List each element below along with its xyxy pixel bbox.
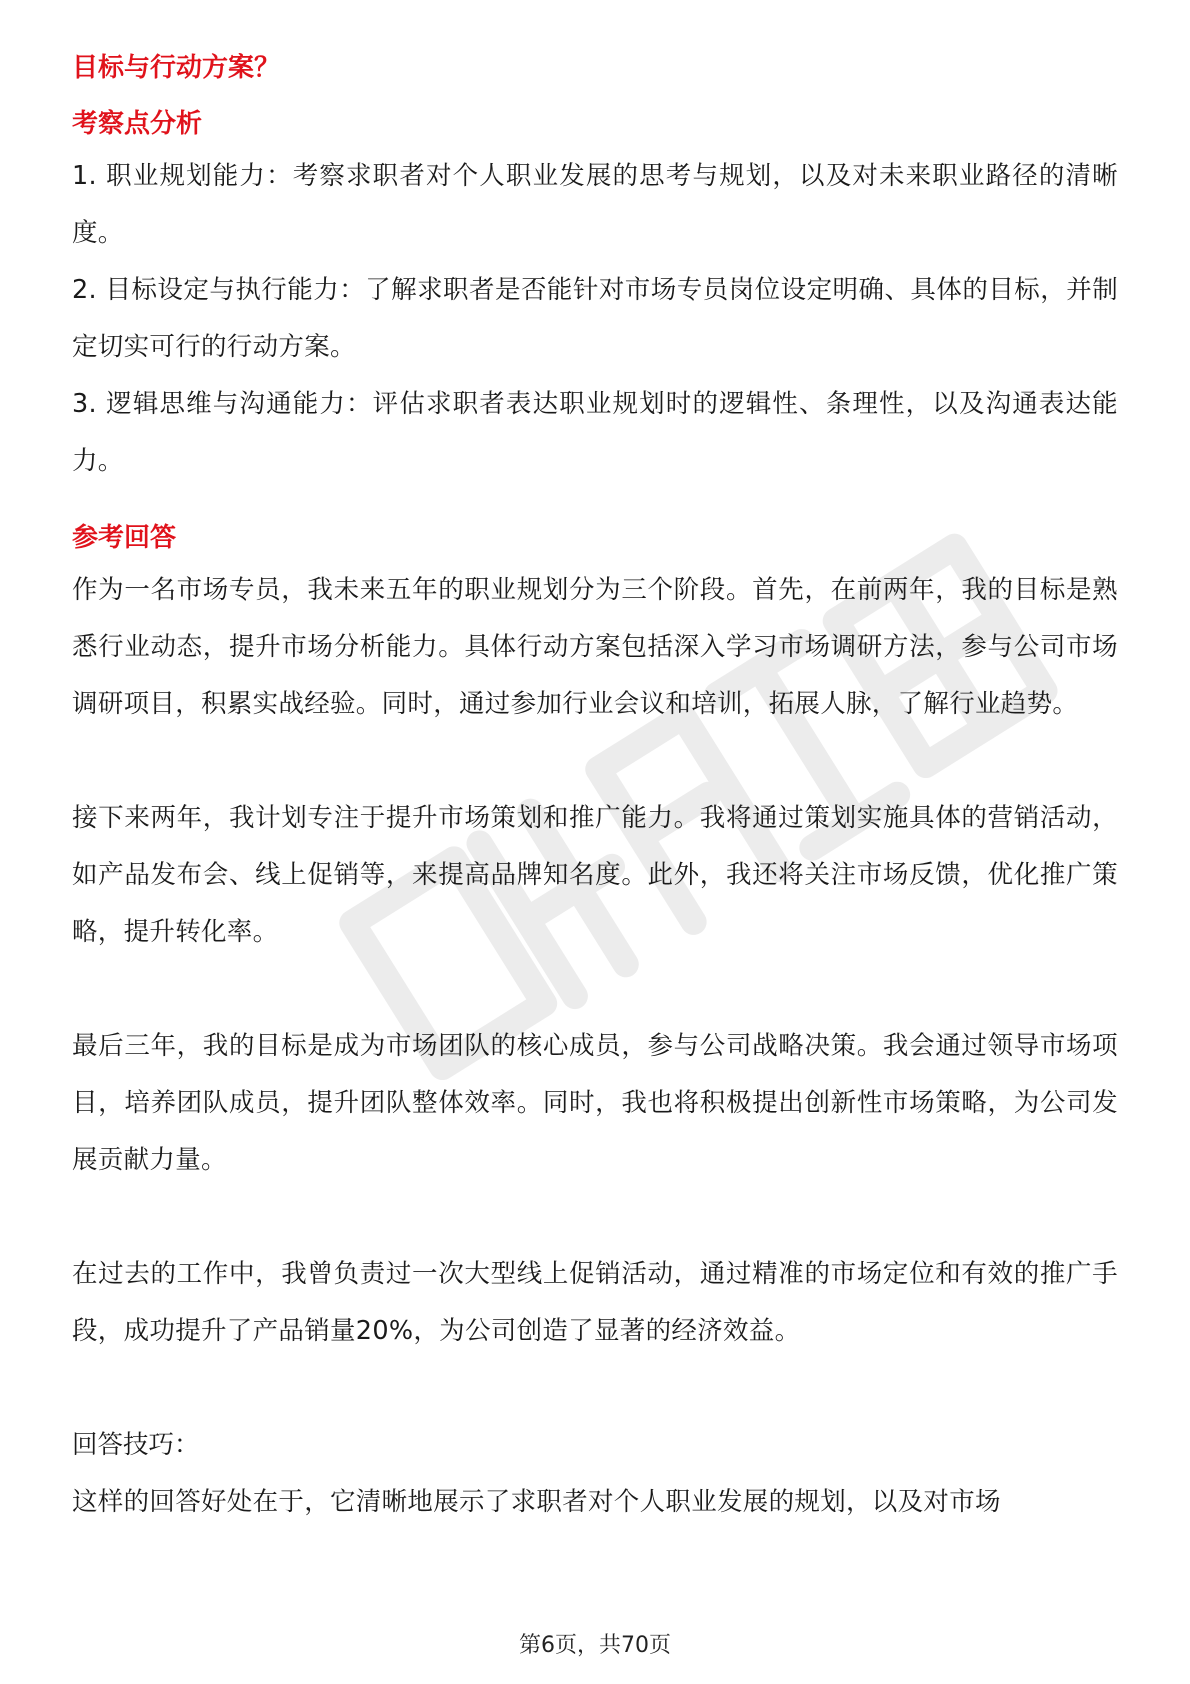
tips-label: 回答技巧：	[72, 1430, 200, 1460]
section-heading-answer: 参考回答	[72, 523, 177, 553]
answer-paragraph: 在过去的工作中，我曾负责过一次大型线上促销活动，通过精准的市场定位和有效的推广手段，成功提升了产品销量20%，为公司创造了显著的经济效益。	[72, 1259, 1118, 1346]
analysis-point: 3. 逻辑思维与沟通能力：评估求职者表达职业规划时的逻辑性、条理性，以及沟通表达能力。	[72, 389, 1118, 476]
section-heading-goal: 目标与行动方案？	[72, 53, 281, 83]
section-heading-analysis: 考察点分析	[72, 109, 203, 139]
analysis-point: 2. 目标设定与执行能力：了解求职者是否能针对市场专员岗位设定明确、具体的目标，并制定切实可行的行动方案。	[72, 275, 1118, 362]
analysis-point: 1. 职业规划能力：考察求职者对个人职业发展的思考与规划，以及对未来职业路径的清晰度。	[72, 161, 1118, 248]
answer-paragraph: 最后三年，我的目标是成为市场团队的核心成员，参与公司战略决策。我会通过领导市场项目，培养团队成员，提升团队整体效率。同时，我也将积极提出创新性市场策略，为公司发展贡献力量。	[72, 1031, 1118, 1175]
answer-paragraph: 接下来两年，我计划专注于提升市场策划和推广能力。我将通过策划实施具体的营销活动，如产品发布会、线上促销等，来提高品牌知名度。此外，我还将关注市场反馈，优化推广策略，提升转化率。	[72, 803, 1118, 947]
document-body	[72, 44, 1118, 1531]
tips-text: 这样的回答好处在于，它清晰地展示了求职者对个人职业发展的规划，以及对市场	[72, 1487, 1001, 1517]
page-number: 第6页，共70页	[519, 1633, 671, 1658]
answer-paragraph: 作为一名市场专员，我未来五年的职业规划分为三个阶段。首先，在前两年，我的目标是熟悉行业动态，提升市场分析能力。具体行动方案包括深入学习市场调研方法，参与公司市场调研项目，积累实战经验。同时，通过参加行业会议和培训，拓展人脉，了解行业趋势。	[72, 575, 1118, 719]
